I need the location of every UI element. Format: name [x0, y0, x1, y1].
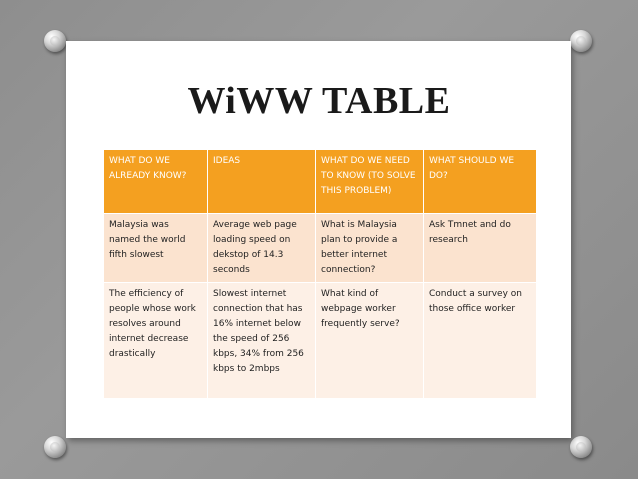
wiww-table	[103, 149, 537, 399]
pushpin-bottom-right-icon	[570, 436, 592, 458]
header-what-we-need-to-know: WHAT DO WE NEED TO KNOW (TO SOLVE THIS PROBLEM)	[316, 150, 424, 214]
header-ideas: IDEAS	[208, 150, 316, 214]
pushpin-top-left-icon	[44, 30, 66, 52]
table-cell: What is Malaysia plan to provide a better internet connection?	[316, 214, 424, 283]
table-cell: Conduct a survey on those office worker	[424, 283, 537, 399]
table-cell: Slowest internet connection that has 16% internet below the speed of 256 kbps, 34% from 256 kbps to 2mbps	[208, 283, 316, 399]
table-row	[104, 214, 537, 283]
table-cell: Malaysia was named the world fifth slowest	[104, 214, 208, 283]
table-cell: Average web page loading speed on dekstop of 14.3 seconds	[208, 214, 316, 283]
slide-title: WiWW TABLE	[187, 80, 451, 122]
table-cell: The efficiency of people whose work resolves around internet decrease drastically	[104, 283, 208, 399]
table-header-row	[104, 150, 537, 214]
pushpin-bottom-left-icon	[44, 436, 66, 458]
table-cell: Ask Tmnet and do research	[424, 214, 537, 283]
table-cell: What kind of webpage worker frequently serve?	[316, 283, 424, 399]
pushpin-top-right-icon	[570, 30, 592, 52]
header-what-we-know: WHAT DO WE ALREADY KNOW?	[104, 150, 208, 214]
table-row	[104, 283, 537, 399]
header-what-should-we-do: WHAT SHOULD WE DO?	[424, 150, 537, 214]
